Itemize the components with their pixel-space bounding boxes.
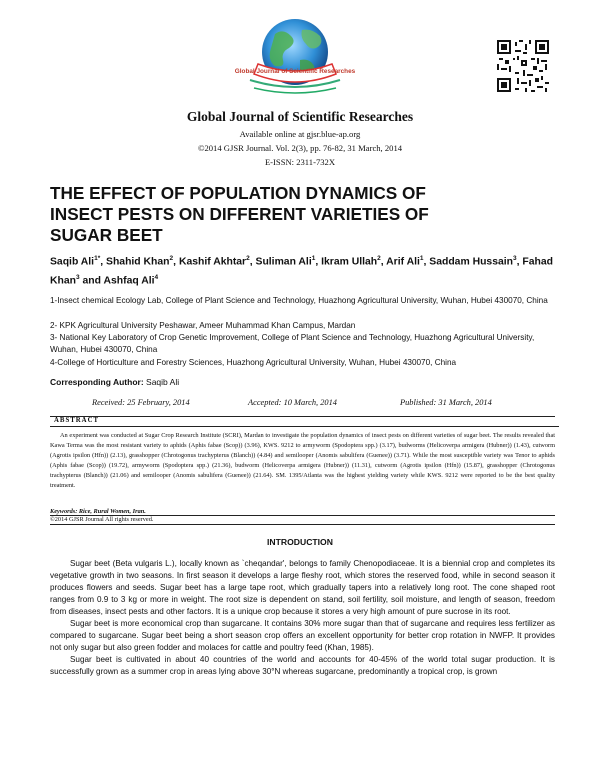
author-affiliation-mark: 2 <box>246 255 250 262</box>
paragraph: Sugar beet is more economical crop than sugarcane. It contains 30% more sugar than that of sugarcane and requires less fertilizer as compared to sugarcane. Sugar beet being a short season crop offers an excellent opportunity for better crop rotation in NWFP. It provides not only sugar but also green fodder and molaces for cattle and poultry feed (Khan, 1985). <box>50 619 555 652</box>
keywords: Keywords: Rice, Rural Women, Iran. <box>50 508 146 515</box>
copyright-rule <box>50 524 555 525</box>
paper-title <box>50 183 570 246</box>
received-date: Received: 25 February, 2014 <box>92 398 190 407</box>
author-name: Ikram Ullah <box>321 256 378 268</box>
affiliation: 1-Insect chemical Ecology Lab, College of Plant Science and Technology, Huazhong Agricultural University, Wuhan, Hubei 430070, China <box>50 296 548 305</box>
author-name: Arif Ali <box>386 256 420 268</box>
author-name: Saddam Hussain <box>429 256 513 268</box>
author-affiliation-mark: 1* <box>94 255 101 262</box>
author-name: Kashif Akhtar <box>178 256 247 268</box>
paragraph: Sugar beet is cultivated in about 40 countries of the world and accounts for 40-45% of the world total sugar production. It is successfully grown as a summer crop in areas lying above 30°N whereas sugarcane, predominantly a tropical crop, is grown <box>50 655 555 676</box>
author-name: Fahad Khan <box>50 256 554 287</box>
published-date: Published: 31 March, 2014 <box>400 398 492 407</box>
paper-title-line: THE EFFECT OF POPULATION DYNAMICS OF <box>50 183 426 203</box>
journal-logo <box>180 12 410 104</box>
availability-line: Available online at gjsr.blue-ap.org <box>239 129 361 139</box>
paper-title-line: SUGAR BEET <box>50 225 163 245</box>
author-name: Shahid Khan <box>106 256 170 268</box>
abstract-text <box>50 431 555 491</box>
affiliation: 2- KPK Agricultural University Peshawar, Ameer Muhammad Khan Campus, Mardan <box>50 321 356 330</box>
corresponding-author-label: Corresponding Author: <box>50 377 144 387</box>
abstract-copyright: ©2014 GJSR Journal All rights reserved. <box>50 516 154 523</box>
section-heading: INTRODUCTION <box>267 537 333 547</box>
author-affiliation-mark: 3 <box>75 274 80 282</box>
abstract-heading: ABSTRACT <box>50 417 559 427</box>
eissn-line: E-ISSN: 2311-732X <box>264 157 336 167</box>
author-name: Suliman Ali <box>255 256 312 268</box>
affiliation: 3- National Key Laboratory of Crop Genetic Improvement, College of Plant Science and Technology, Huazhong Agricultural University, Wuhan, Hubei 430070, China <box>50 333 535 354</box>
author-name: Saqib Ali <box>50 256 95 268</box>
author-affiliation-mark: 2 <box>377 255 381 262</box>
citation-line: ©2014 GJSR Journal. Vol. 2(3), pp. 76-82, 31 March, 2014 <box>197 143 403 153</box>
author-affiliation-mark: 1 <box>311 255 316 262</box>
abstract-body: An experiment was conducted at Sugar Crop Research Institute (SCRI), Mardan to investigate the population dynamics of insect pests on different varieties of sugar beet. The results revealed that Kawa Terma was the most resistant variety to aphids (Aphis fabae (Scop)) (3.96), KWS. 9212 to armyworm (Spodoptera spp.) (3.17), budworms (Helicoverpa armigera (Hubner)) (1.43), cutworm (Agrotis ipsilon (Hfn)) (2.13), grasshopper (Chrotogonus trachypterus (Blanch)) (4.84) and semilooper (Anomis sabulifera (Guenee)) (3.71). While the most susceptible variety was Tenor to aphids (Aphis fabae (Scop)) (19.72), armyworm (Spodoptera spp.) (21.36), budworm (Helicoverpa armigera (Hubner)) (11.31), cutworm (Agrotis ipsilon (Hfn)) (15.87), grasshopper (Chrotogonus trachypterus (Blanch)) (21.06) and semilooper (Anomis sabulifera (Guenee)) (21.64). SM. 1395/Atlanta was the highest yielding variety while KWS. 9212 were reported to be the best quality treatment. <box>50 432 555 489</box>
accepted-date: Accepted: 10 March, 2014 <box>248 398 337 407</box>
journal-title: Global Journal of Scientific Researches <box>186 109 414 124</box>
logo-text: Global Journal of Scientific Researches <box>234 68 356 75</box>
author-affiliation-mark: 2 <box>169 255 174 262</box>
author-affiliation-mark: 3 <box>513 255 517 262</box>
qr-code-icon <box>497 40 549 92</box>
author-affiliation-mark: 1 <box>419 255 424 262</box>
paper-title-line: INSECT PESTS ON DIFFERENT VARIETIES OF <box>50 204 429 224</box>
globe-logo-icon <box>180 12 410 104</box>
body-text <box>50 558 555 678</box>
author-name: Ashfaq Ali <box>103 275 155 287</box>
paragraph: Sugar beet (Beta vulgaris L.), locally known as `cheqandar', belongs to family Chenopodiaceae. It is a biennial crop and completes its vegetative growth in two seasons. In first season it develops a large fleshy root, which stores the reserved food, while in second season it produces flowers and seeds. Sugar beet has a large tape root, which gradually tapers into a relatively long root. The cone shaped root ranges from 0.9 to 3 kg or more in weight. The root size is dependent on stand, soil fertility, soil moisture, and length of season, freedom from diseases, insect pests and other factors. It is a unique crop because it stores a very high amount of pure sucrose in its root. <box>50 559 555 616</box>
author-affiliation-mark: 4 <box>154 274 159 282</box>
corresponding-author <box>50 377 179 387</box>
affiliation: 4-College of Horticulture and Forestry Sciences, Huazhong Agricultural University, Wuhan, Hubei 430070, China <box>50 358 457 367</box>
author-list: Saqib Ali$^{1*}$, Shahid Khan$^2$, Kashif Akhtar$^2$, Suliman Ali$^1$, Ikram Ullah$^2$, Arif Ali$^1$, Saddam Hussain$^3$, Fahad Khan$^3$ and Ashfaq Ali$^4$ <box>50 255 554 287</box>
corresponding-author-name: Saqib Ali <box>146 377 180 387</box>
